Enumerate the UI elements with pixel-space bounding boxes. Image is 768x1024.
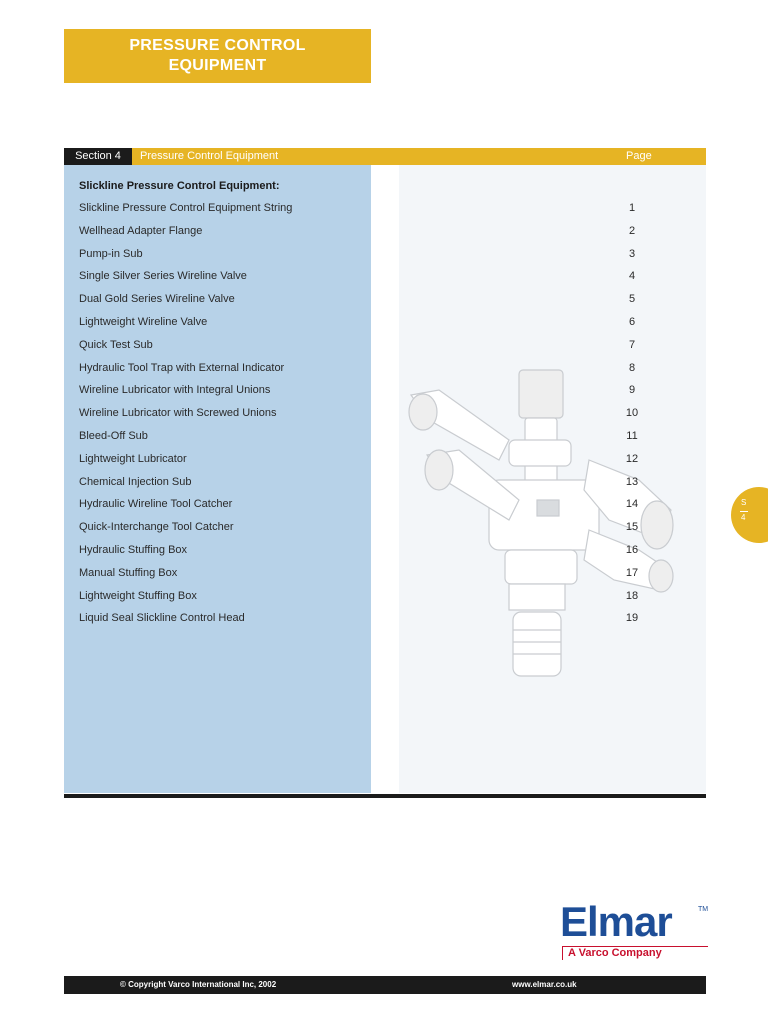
list-item-page: 15 [625, 521, 639, 534]
list-item[interactable] [0, 270, 768, 288]
list-heading: Slickline Pressure Control Equipment: [79, 180, 280, 192]
list-item-page: 1 [628, 202, 636, 214]
list-item-name: Lightweight Stuffing Box [79, 589, 197, 602]
list-item[interactable] [0, 521, 768, 539]
list-item-name: Lightweight Lubricator [79, 452, 187, 465]
page-column-header: Page [626, 150, 652, 162]
list-item-name: Hydraulic Stuffing Box [79, 544, 188, 556]
list-item-page: 17 [625, 566, 639, 579]
list-item-name: Quick-Interchange Tool Catcher [79, 521, 234, 534]
list-item-name: Bleed-Off Sub [79, 430, 148, 442]
list-item[interactable] [0, 407, 768, 425]
list-item-page: 19 [625, 612, 639, 625]
list-item-name: Wireline Lubricator with Integral Unions [79, 384, 271, 397]
list-item-page: 13 [625, 475, 639, 488]
list-item-page: 6 [628, 316, 636, 328]
list-item-name: Lightweight Wireline Valve [79, 316, 208, 328]
footer-bar [64, 976, 706, 994]
list-item[interactable] [0, 590, 768, 608]
list-item[interactable] [0, 453, 768, 471]
list-item-name: Manual Stuffing Box [79, 566, 178, 579]
list-item[interactable] [0, 430, 768, 448]
list-item-page: 11 [626, 430, 638, 442]
section-tab-letter: S [741, 498, 747, 507]
list-item[interactable] [0, 248, 768, 266]
list-item-page: 2 [628, 224, 636, 237]
list-item-name: Chemical Injection Sub [79, 475, 192, 488]
list-item[interactable] [0, 293, 768, 311]
footer-copyright: © Copyright Varco International Inc, 2002 [120, 980, 277, 989]
list-item-name: Hydraulic Wireline Tool Catcher [79, 498, 233, 511]
list-item-page: 5 [628, 293, 636, 306]
list-item-page: 12 [625, 452, 639, 465]
list-item-page: 14 [625, 498, 639, 511]
list-item-page: 10 [625, 407, 639, 420]
list-item[interactable] [0, 362, 768, 380]
list-item-page: 8 [628, 361, 636, 374]
list-item[interactable] [0, 476, 768, 494]
list-item[interactable] [0, 316, 768, 334]
list-item[interactable] [0, 498, 768, 516]
list-item-name: Dual Gold Series Wireline Valve [79, 293, 235, 306]
section-tab-divider [740, 511, 748, 512]
list-item-name: Slickline Pressure Control Equipment String [79, 202, 293, 214]
list-item-page: 7 [628, 338, 636, 351]
table-bottom-rule [64, 794, 706, 798]
list-item-name: Quick Test Sub [79, 338, 153, 351]
list-item-name: Wellhead Adapter Flange [79, 224, 203, 237]
list-item[interactable] [0, 544, 768, 562]
list-item-page: 4 [628, 270, 636, 283]
list-item-name: Hydraulic Tool Trap with External Indicator [79, 361, 285, 374]
logo-tick [562, 946, 563, 960]
list-item-name: Wireline Lubricator with Screwed Unions [79, 407, 277, 420]
list-item-page: 16 [625, 544, 639, 556]
list-item-name: Pump-in Sub [79, 247, 143, 260]
page-title [64, 29, 371, 83]
logo-trademark: TM [698, 906, 709, 913]
list-item-name: Single Silver Series Wireline Valve [79, 270, 247, 283]
footer-url[interactable]: www.elmar.co.uk [512, 980, 577, 989]
page-title-line-2: EQUIPMENT [168, 57, 267, 74]
list-item-page: 18 [625, 589, 639, 602]
logo-tagline: A Varco Company [568, 947, 662, 959]
logo-word: Elmar [560, 898, 672, 945]
section-tab-number: 4 [741, 513, 746, 522]
list-item[interactable] [0, 384, 768, 402]
list-item[interactable] [0, 339, 768, 357]
section-number: Section 4 [64, 148, 132, 165]
list-item-page: 3 [628, 247, 636, 260]
list-item[interactable] [0, 612, 768, 630]
list-item[interactable] [0, 567, 768, 585]
list-item-page: 9 [628, 384, 636, 397]
section-name: Pressure Control Equipment [140, 150, 279, 162]
page-title-line-1: PRESSURE CONTROL [129, 37, 306, 54]
section-header-bar [64, 148, 706, 165]
elmar-logo [560, 900, 710, 964]
list-item[interactable] [0, 225, 768, 243]
list-item-name: Liquid Seal Slickline Control Head [79, 612, 245, 625]
list-item[interactable] [0, 202, 768, 220]
